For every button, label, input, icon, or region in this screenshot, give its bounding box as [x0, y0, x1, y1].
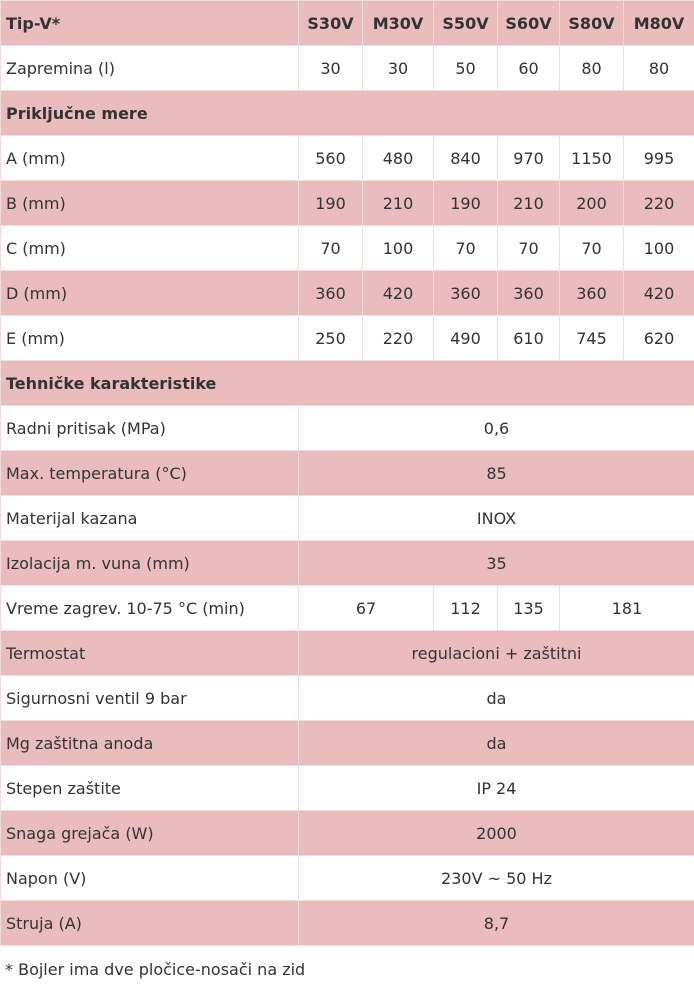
dimension-row — [1, 226, 694, 271]
cell-value: 560 — [299, 136, 363, 181]
heating-time-row — [1, 586, 694, 631]
cell-value: 610 — [498, 316, 560, 361]
cell-value: 80 — [624, 46, 694, 91]
cell-value: 100 — [363, 226, 434, 271]
safety-valve-row — [1, 676, 694, 721]
dimension-row — [1, 271, 694, 316]
model-header: S50V — [434, 1, 498, 46]
cell-value: 220 — [363, 316, 434, 361]
cell-value: 181 — [560, 586, 694, 631]
cell-value: 80 — [560, 46, 624, 91]
header-row — [1, 1, 694, 46]
heater-power-row — [1, 811, 694, 856]
thermostat-row — [1, 631, 694, 676]
cell-value: 190 — [434, 181, 498, 226]
row-label: Stepen zaštite — [1, 766, 299, 811]
footnote: * Bojler ima dve pločice-nosači na zid — [5, 960, 306, 979]
cell-value: INOX — [299, 496, 694, 541]
row-label: Termostat — [1, 631, 299, 676]
capacity-row — [1, 46, 694, 91]
anode-row — [1, 721, 694, 766]
cell-value: 70 — [560, 226, 624, 271]
cell-value: 190 — [299, 181, 363, 226]
cell-value: 745 — [560, 316, 624, 361]
voltage-row — [1, 856, 694, 901]
dimension-row — [1, 316, 694, 361]
cell-value: 490 — [434, 316, 498, 361]
row-label: Snaga grejača (W) — [1, 811, 299, 856]
row-label: Izolacija m. vuna (mm) — [1, 541, 299, 586]
cell-value: 30 — [363, 46, 434, 91]
row-label: Radni pritisak (MPa) — [1, 406, 299, 451]
cell-value: 360 — [434, 271, 498, 316]
section-heading: Tehničke karakteristike — [1, 361, 694, 406]
cell-value: 50 — [434, 46, 498, 91]
cell-value: 67 — [299, 586, 434, 631]
cell-value: 70 — [299, 226, 363, 271]
section-heading: Priključne mere — [1, 91, 694, 136]
row-label: C (mm) — [1, 226, 299, 271]
insulation-row — [1, 541, 694, 586]
protection-row — [1, 766, 694, 811]
row-label: A (mm) — [1, 136, 299, 181]
cell-value: 230V ~ 50 Hz — [299, 856, 694, 901]
cell-value: 420 — [624, 271, 694, 316]
row-label: Mg zaštitna anoda — [1, 721, 299, 766]
cell-value: 8,7 — [299, 901, 694, 946]
model-header: S60V — [498, 1, 560, 46]
model-header: M80V — [624, 1, 694, 46]
cell-value: 0,6 — [299, 406, 694, 451]
cell-value: 250 — [299, 316, 363, 361]
cell-value: 135 — [498, 586, 560, 631]
dimension-row — [1, 181, 694, 226]
cell-value: 100 — [624, 226, 694, 271]
row-label: Vreme zagrev. 10-75 °C (min) — [1, 586, 299, 631]
cell-value: 620 — [624, 316, 694, 361]
cell-value: da — [299, 721, 694, 766]
cell-value: 70 — [434, 226, 498, 271]
row-label: Zapremina (l) — [1, 46, 299, 91]
row-label: E (mm) — [1, 316, 299, 361]
row-label: Materijal kazana — [1, 496, 299, 541]
current-row — [1, 901, 694, 946]
model-header: S80V — [560, 1, 624, 46]
max-temp-row — [1, 451, 694, 496]
row-label: Max. temperatura (°C) — [1, 451, 299, 496]
cell-value: 360 — [299, 271, 363, 316]
section-technical-row — [1, 361, 694, 406]
pressure-row — [1, 406, 694, 451]
cell-value: 200 — [560, 181, 624, 226]
cell-value: 995 — [624, 136, 694, 181]
cell-value: 35 — [299, 541, 694, 586]
cell-value: 210 — [498, 181, 560, 226]
model-header: M30V — [363, 1, 434, 46]
cell-value: 360 — [498, 271, 560, 316]
row-label: D (mm) — [1, 271, 299, 316]
dimension-row — [1, 136, 694, 181]
cell-value: 1150 — [560, 136, 624, 181]
cell-value: 840 — [434, 136, 498, 181]
material-row — [1, 496, 694, 541]
row-label: B (mm) — [1, 181, 299, 226]
section-dimensions-row — [1, 91, 694, 136]
cell-value: 112 — [434, 586, 498, 631]
type-label: Tip-V* — [1, 1, 299, 46]
cell-value: 70 — [498, 226, 560, 271]
row-label: Sigurnosni ventil 9 bar — [1, 676, 299, 721]
cell-value: 970 — [498, 136, 560, 181]
cell-value: 85 — [299, 451, 694, 496]
cell-value: da — [299, 676, 694, 721]
cell-value: 30 — [299, 46, 363, 91]
row-label: Struja (A) — [1, 901, 299, 946]
cell-value: regulacioni + zaštitni — [299, 631, 694, 676]
cell-value: 2000 — [299, 811, 694, 856]
row-label: Napon (V) — [1, 856, 299, 901]
cell-value: 210 — [363, 181, 434, 226]
cell-value: 60 — [498, 46, 560, 91]
cell-value: 360 — [560, 271, 624, 316]
cell-value: IP 24 — [299, 766, 694, 811]
cell-value: 420 — [363, 271, 434, 316]
cell-value: 220 — [624, 181, 694, 226]
model-header: S30V — [299, 1, 363, 46]
cell-value: 480 — [363, 136, 434, 181]
